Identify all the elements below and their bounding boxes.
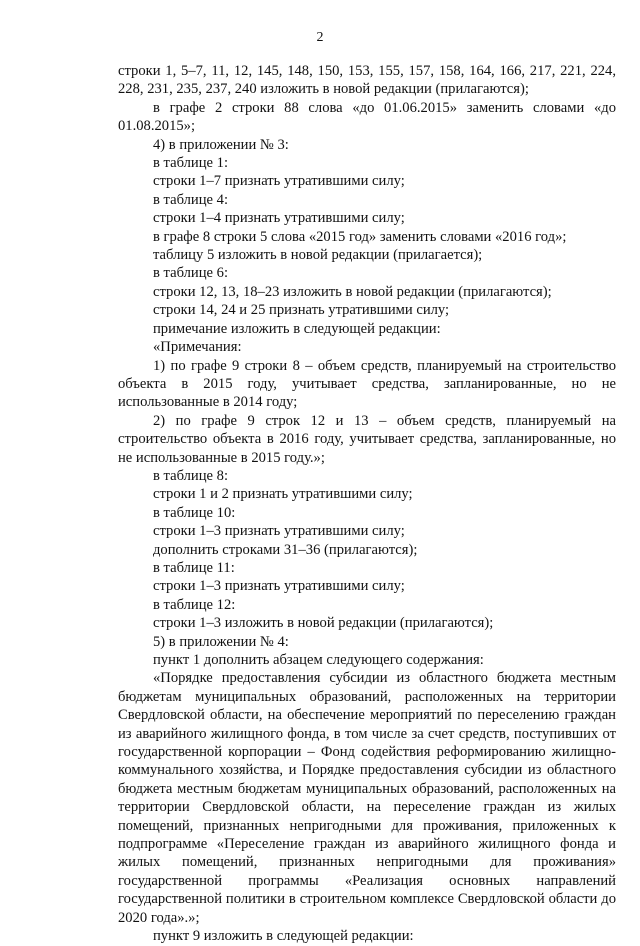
paragraph-appendix4: 5) в приложении № 4: [153,633,289,650]
paragraph-item9: пункт 9 изложить в следующей редакции: [153,928,414,945]
paragraph-note-intro: примечание изложить в следующей редакции: [153,320,441,337]
paragraph-column2-row88: в графе 2 строки 88 слова «до 01.06.2015» заменить словами «до 01.08.2015»; [118,99,616,135]
paragraph-note-1: 1) по графе 9 строки 8 – объем средств, планируемый на строительство объекта в 2015 году, учитывает средства, запланированные, но не использованные в 2014 году; [118,357,616,411]
paragraph-table1-rows: строки 1–7 признать утратившими силу; [153,173,405,190]
paragraph-table8-rows: строки 1 и 2 признать утратившими силу; [153,486,413,503]
paragraph-table6-rows-new: строки 12, 13, 18–23 изложить в новой редакции (прилагаются); [153,283,552,300]
paragraph-table6-rows-void: строки 14, 24 и 25 признать утратившими силу; [153,302,450,319]
paragraph-table8: в таблице 8: [153,467,229,484]
paragraph-table10-rows: строки 1–3 признать утратившими силу; [153,523,405,540]
paragraph-table4: в таблице 4: [153,191,229,208]
paragraph-note-2: 2) по графе 9 строк 12 и 13 – объем средств, планируемый на строительство объекта в 2016 году, учитывает средства, запланированные, но не использованные в 2015 году.»; [118,412,616,466]
paragraph-procedure-quote: «Порядке предоставления субсидии из областного бюджета местным бюджетам муниципальных образований, расположенных на территории Свердловской области, на обеспечение мероприятий по переселению граждан из аварийного жилищного фонда, в том числе за счет средств, поступивших от государственной корпорации – Фонд содействия реформированию жилищно-коммунального хозяйства, и Порядке предоставления субсидии из областного бюджета местным бюджетам муниципальных образований, расположенных на территории Свердловской области, на переселение граждан из жилых помещений, признанных непригодными для проживания, приложенных к подпрограмме «Переселение граждан из аварийного жилищного фонда и жилых помещений, признанных непригодными для проживания» государственной программы «Реализация основных направлений государственной политики в строительном комплексе Свердловской области до 2020 года».»; [118,670,616,926]
paragraph-item1: пункт 1 дополнить абзацем следующего содержания: [153,652,484,668]
page-number: 2 [316,30,324,45]
paragraph-table11: в таблице 11: [153,559,235,576]
paragraph-table12-rows: строки 1–3 изложить в новой редакции (прилагаются); [153,615,494,632]
paragraph-table4-rows: строки 1–4 признать утратившими силу; [153,210,405,227]
paragraph-table10: в таблице 10: [153,504,236,521]
paragraph-table5: таблицу 5 изложить в новой редакции (прилагается); [153,247,483,264]
paragraph-notes-heading: «Примечания: [153,339,242,356]
paragraph-appendix3: 4) в приложении № 3: [153,136,289,153]
paragraph-rows-list: строки 1, 5–7, 11, 12, 145, 148, 150, 153, 155, 157, 158, 164, 166, 217, 221, 224, 228, 231, 235, 237, 240 изложить в новой редакции (прилагаются); [118,63,616,98]
paragraph-table10-add: дополнить строками 31–36 (прилагаются); [153,541,418,558]
document-body [118,62,616,946]
paragraph-table1: в таблице 1: [153,155,229,172]
paragraph-table12: в таблице 12: [153,596,236,613]
paragraph-table4-column8: в графе 8 строки 5 слова «2015 год» заменить словами «2016 год»; [153,228,567,245]
paragraph-table6: в таблице 6: [153,265,229,282]
paragraph-table11-rows: строки 1–3 признать утратившими силу; [153,578,405,595]
